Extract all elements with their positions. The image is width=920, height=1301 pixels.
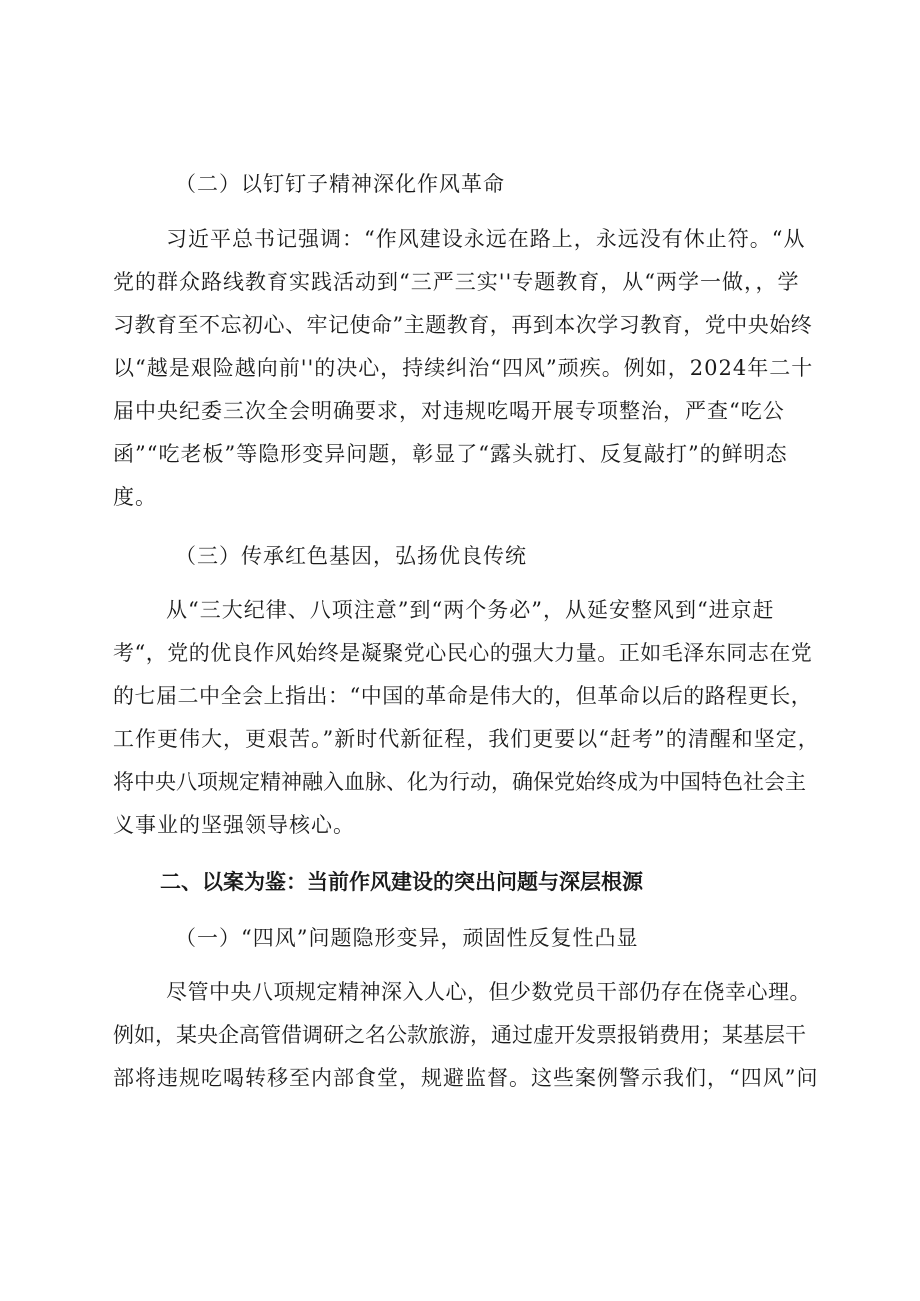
section-heading-2: （二）以钉钉子精神深化作风革命 xyxy=(175,172,505,196)
paragraph-line: 工作更伟大，更艰苦。”新时代新征程，我们更要以“赶考”的清醒和坚定， xyxy=(113,727,820,751)
paragraph-line: 以“越是艰险越向前''的决心，持续纠治“四风”顽疾。例如，2024年二十 xyxy=(113,356,814,380)
paragraph-line: 度。 xyxy=(113,485,157,509)
paragraph-line: 函”“吃老板”等隐形变异问题，彰显了“露头就打、反复敲打”的鲜明态 xyxy=(113,442,788,466)
paragraph-line: 尽管中央八项规定精神深入人心，但少数党员干部仍存在侥幸心理。 xyxy=(166,980,811,1004)
main-heading: 二、以案为鉴：当前作风建设的突出问题与深层根源 xyxy=(160,870,643,894)
subsection-heading-1: （一）“四风”问题隐形变异，顽固性反复性凸显 xyxy=(175,926,639,950)
paragraph-line: 的七届二中全会上指出：“中国的革命是伟大的，但革命以后的路程更长， xyxy=(113,684,813,708)
paragraph-line: 考“，党的优良作风始终是凝聚党心民心的强大力量。正如毛泽东同志在党 xyxy=(113,641,813,665)
paragraph-line: 例如，某央企高管借调研之名公款旅游，通过虚开发票报销费用；某基层干 xyxy=(113,1023,806,1047)
section-heading-3: （三）传承红色基因，弘扬优良传统 xyxy=(175,544,527,568)
paragraph-line: 部将违规吃喝转移至内部食堂，规避监督。这些案例警示我们，“四风”问 xyxy=(113,1066,819,1090)
paragraph-line: 义事业的坚强领导核心。 xyxy=(113,813,355,837)
paragraph-line: 习教育至不忘初心、牢记使命”主题教育，再到本次学习教育，党中央始终 xyxy=(113,313,813,337)
paragraph-line: 习近平总书记强调：“作风建设永远在路上，永远没有休止符。“从 xyxy=(166,227,806,251)
paragraph-line: 届中央纪委三次全会明确要求，对违规吃喝开展专项整治，严查“吃公 xyxy=(113,399,785,423)
paragraph-line: 党的群众路线教育实践活动到“三严三实''专题教育，从“两学一做，，学 xyxy=(113,270,800,294)
paragraph-line: 从“三大纪律、八项注意”到“两个务必”，从延安整风到“进京赶 xyxy=(166,598,775,622)
paragraph-line: 将中央八项规定精神融入血脉、化为行动，确保党始终成为中国特色社会主 xyxy=(113,770,806,794)
